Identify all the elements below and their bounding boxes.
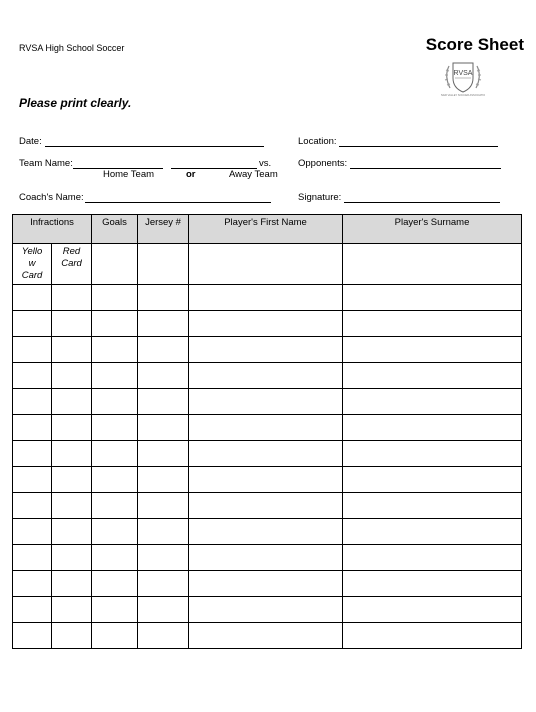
surname-cell[interactable] xyxy=(343,389,522,415)
column-header-surname: Player's Surname xyxy=(343,215,522,244)
first-name-cell[interactable] xyxy=(189,389,343,415)
jersey-cell[interactable] xyxy=(138,545,189,571)
team-name-label: Team Name: xyxy=(19,158,73,169)
goals-cell[interactable] xyxy=(92,623,138,649)
table-row xyxy=(13,363,522,389)
goals-cell[interactable] xyxy=(92,519,138,545)
goals-cell[interactable] xyxy=(92,415,138,441)
infraction-subheader-row xyxy=(13,244,522,285)
yellow-card-cell[interactable] xyxy=(13,623,52,649)
first-name-cell[interactable] xyxy=(189,415,343,441)
red-card-header: Red Card xyxy=(52,244,92,285)
goals-cell[interactable] xyxy=(92,545,138,571)
jersey-cell[interactable] xyxy=(138,244,189,285)
organization-name: RVSA High School Soccer xyxy=(19,43,125,53)
table-row xyxy=(13,571,522,597)
or-label: or xyxy=(186,169,196,180)
opponents-label: Opponents: xyxy=(298,158,348,169)
first-name-cell[interactable] xyxy=(189,571,343,597)
logo-subtext: RIVER VALLEY SOCCER ASSOCIATION xyxy=(441,94,485,97)
surname-cell[interactable] xyxy=(343,493,522,519)
column-header-infractions: Infractions xyxy=(13,215,92,244)
goals-cell[interactable] xyxy=(92,389,138,415)
logo-text: RVSA xyxy=(453,70,473,77)
first-name-cell[interactable] xyxy=(189,493,343,519)
goals-cell[interactable] xyxy=(92,244,138,285)
first-name-cell[interactable] xyxy=(189,623,343,649)
first-name-cell[interactable] xyxy=(189,244,343,285)
yellow-card-cell[interactable] xyxy=(13,597,52,623)
first-name-cell[interactable] xyxy=(189,363,343,389)
surname-cell[interactable] xyxy=(343,545,522,571)
red-card-cell[interactable] xyxy=(52,493,92,519)
location-label: Location: xyxy=(298,136,337,147)
surname-cell[interactable] xyxy=(343,441,522,467)
red-card-cell[interactable] xyxy=(52,545,92,571)
goals-cell[interactable] xyxy=(92,571,138,597)
yellow-card-cell[interactable] xyxy=(13,415,52,441)
table-row xyxy=(13,311,522,337)
table-row xyxy=(13,285,522,311)
table-row xyxy=(13,597,522,623)
coach-name-label: Coach's Name: xyxy=(19,192,84,203)
shield-laurel-logo-icon xyxy=(441,58,485,98)
jersey-cell[interactable] xyxy=(138,415,189,441)
yellow-card-header: Yello w Card xyxy=(13,244,52,285)
goals-cell[interactable] xyxy=(92,285,138,311)
table-row xyxy=(13,519,522,545)
jersey-cell[interactable] xyxy=(138,597,189,623)
surname-cell[interactable] xyxy=(343,311,522,337)
jersey-cell[interactable] xyxy=(138,363,189,389)
table-row xyxy=(13,493,522,519)
location-field[interactable] xyxy=(339,146,498,147)
surname-cell[interactable] xyxy=(343,597,522,623)
first-name-cell[interactable] xyxy=(189,467,343,493)
column-header-first-name: Player's First Name xyxy=(189,215,343,244)
goals-cell[interactable] xyxy=(92,493,138,519)
yellow-card-cell[interactable] xyxy=(13,493,52,519)
red-card-cell[interactable] xyxy=(52,597,92,623)
first-name-cell[interactable] xyxy=(189,545,343,571)
rvsa-logo xyxy=(441,58,485,98)
surname-cell[interactable] xyxy=(343,571,522,597)
score-rows xyxy=(13,285,522,649)
red-card-cell[interactable] xyxy=(52,441,92,467)
red-card-cell[interactable] xyxy=(52,285,92,311)
goals-cell[interactable] xyxy=(92,597,138,623)
date-label: Date: xyxy=(19,136,42,147)
goals-cell[interactable] xyxy=(92,467,138,493)
yellow-card-cell[interactable] xyxy=(13,571,52,597)
first-name-cell[interactable] xyxy=(189,337,343,363)
away-team-label: Away Team xyxy=(229,169,278,180)
signature-label: Signature: xyxy=(298,192,342,203)
jersey-cell[interactable] xyxy=(138,441,189,467)
surname-cell[interactable] xyxy=(343,415,522,441)
jersey-cell[interactable] xyxy=(138,519,189,545)
jersey-cell[interactable] xyxy=(138,467,189,493)
yellow-card-cell[interactable] xyxy=(13,441,52,467)
goals-cell[interactable] xyxy=(92,337,138,363)
goals-cell[interactable] xyxy=(92,311,138,337)
yellow-card-cell[interactable] xyxy=(13,519,52,545)
signature-field[interactable] xyxy=(344,202,500,203)
goals-cell[interactable] xyxy=(92,441,138,467)
surname-cell[interactable] xyxy=(343,337,522,363)
yellow-card-cell[interactable] xyxy=(13,389,52,415)
red-card-cell[interactable] xyxy=(52,467,92,493)
table-header-row xyxy=(13,215,522,244)
first-name-cell[interactable] xyxy=(189,597,343,623)
yellow-card-cell[interactable] xyxy=(13,311,52,337)
table-row xyxy=(13,467,522,493)
surname-cell[interactable] xyxy=(343,467,522,493)
jersey-cell[interactable] xyxy=(138,571,189,597)
coach-name-field[interactable] xyxy=(85,202,271,203)
red-card-cell[interactable] xyxy=(52,337,92,363)
first-name-cell[interactable] xyxy=(189,441,343,467)
red-card-cell[interactable] xyxy=(52,519,92,545)
red-card-cell[interactable] xyxy=(52,571,92,597)
table-row xyxy=(13,545,522,571)
yellow-card-cell[interactable] xyxy=(13,363,52,389)
column-header-goals: Goals xyxy=(92,215,138,244)
jersey-cell[interactable] xyxy=(138,311,189,337)
table-row xyxy=(13,389,522,415)
score-table xyxy=(12,214,522,649)
surname-cell[interactable] xyxy=(343,285,522,311)
red-card-cell[interactable] xyxy=(52,389,92,415)
red-card-cell[interactable] xyxy=(52,415,92,441)
table-row xyxy=(13,623,522,649)
home-team-label: Home Team xyxy=(103,169,155,180)
surname-cell[interactable] xyxy=(343,244,522,285)
vs-label: vs. xyxy=(259,158,272,169)
jersey-cell[interactable] xyxy=(138,285,189,311)
red-card-cell[interactable] xyxy=(52,311,92,337)
yellow-card-cell[interactable] xyxy=(13,337,52,363)
jersey-cell[interactable] xyxy=(138,337,189,363)
opponents-field[interactable] xyxy=(350,168,501,169)
surname-cell[interactable] xyxy=(343,363,522,389)
first-name-cell[interactable] xyxy=(189,311,343,337)
surname-cell[interactable] xyxy=(343,623,522,649)
first-name-cell[interactable] xyxy=(189,519,343,545)
surname-cell[interactable] xyxy=(343,519,522,545)
jersey-cell[interactable] xyxy=(138,623,189,649)
red-card-cell[interactable] xyxy=(52,363,92,389)
jersey-cell[interactable] xyxy=(138,389,189,415)
goals-cell[interactable] xyxy=(92,363,138,389)
print-instructions: Please print clearly. xyxy=(19,96,132,110)
yellow-card-cell[interactable] xyxy=(13,467,52,493)
column-header-jersey: Jersey # xyxy=(138,215,189,244)
red-card-cell[interactable] xyxy=(52,623,92,649)
first-name-cell[interactable] xyxy=(189,285,343,311)
page-title: Score Sheet xyxy=(425,35,524,54)
table-row xyxy=(13,441,522,467)
date-field[interactable] xyxy=(45,146,264,147)
yellow-card-cell[interactable] xyxy=(13,545,52,571)
table-row xyxy=(13,337,522,363)
jersey-cell[interactable] xyxy=(138,493,189,519)
table-row xyxy=(13,415,522,441)
yellow-card-cell[interactable] xyxy=(13,285,52,311)
